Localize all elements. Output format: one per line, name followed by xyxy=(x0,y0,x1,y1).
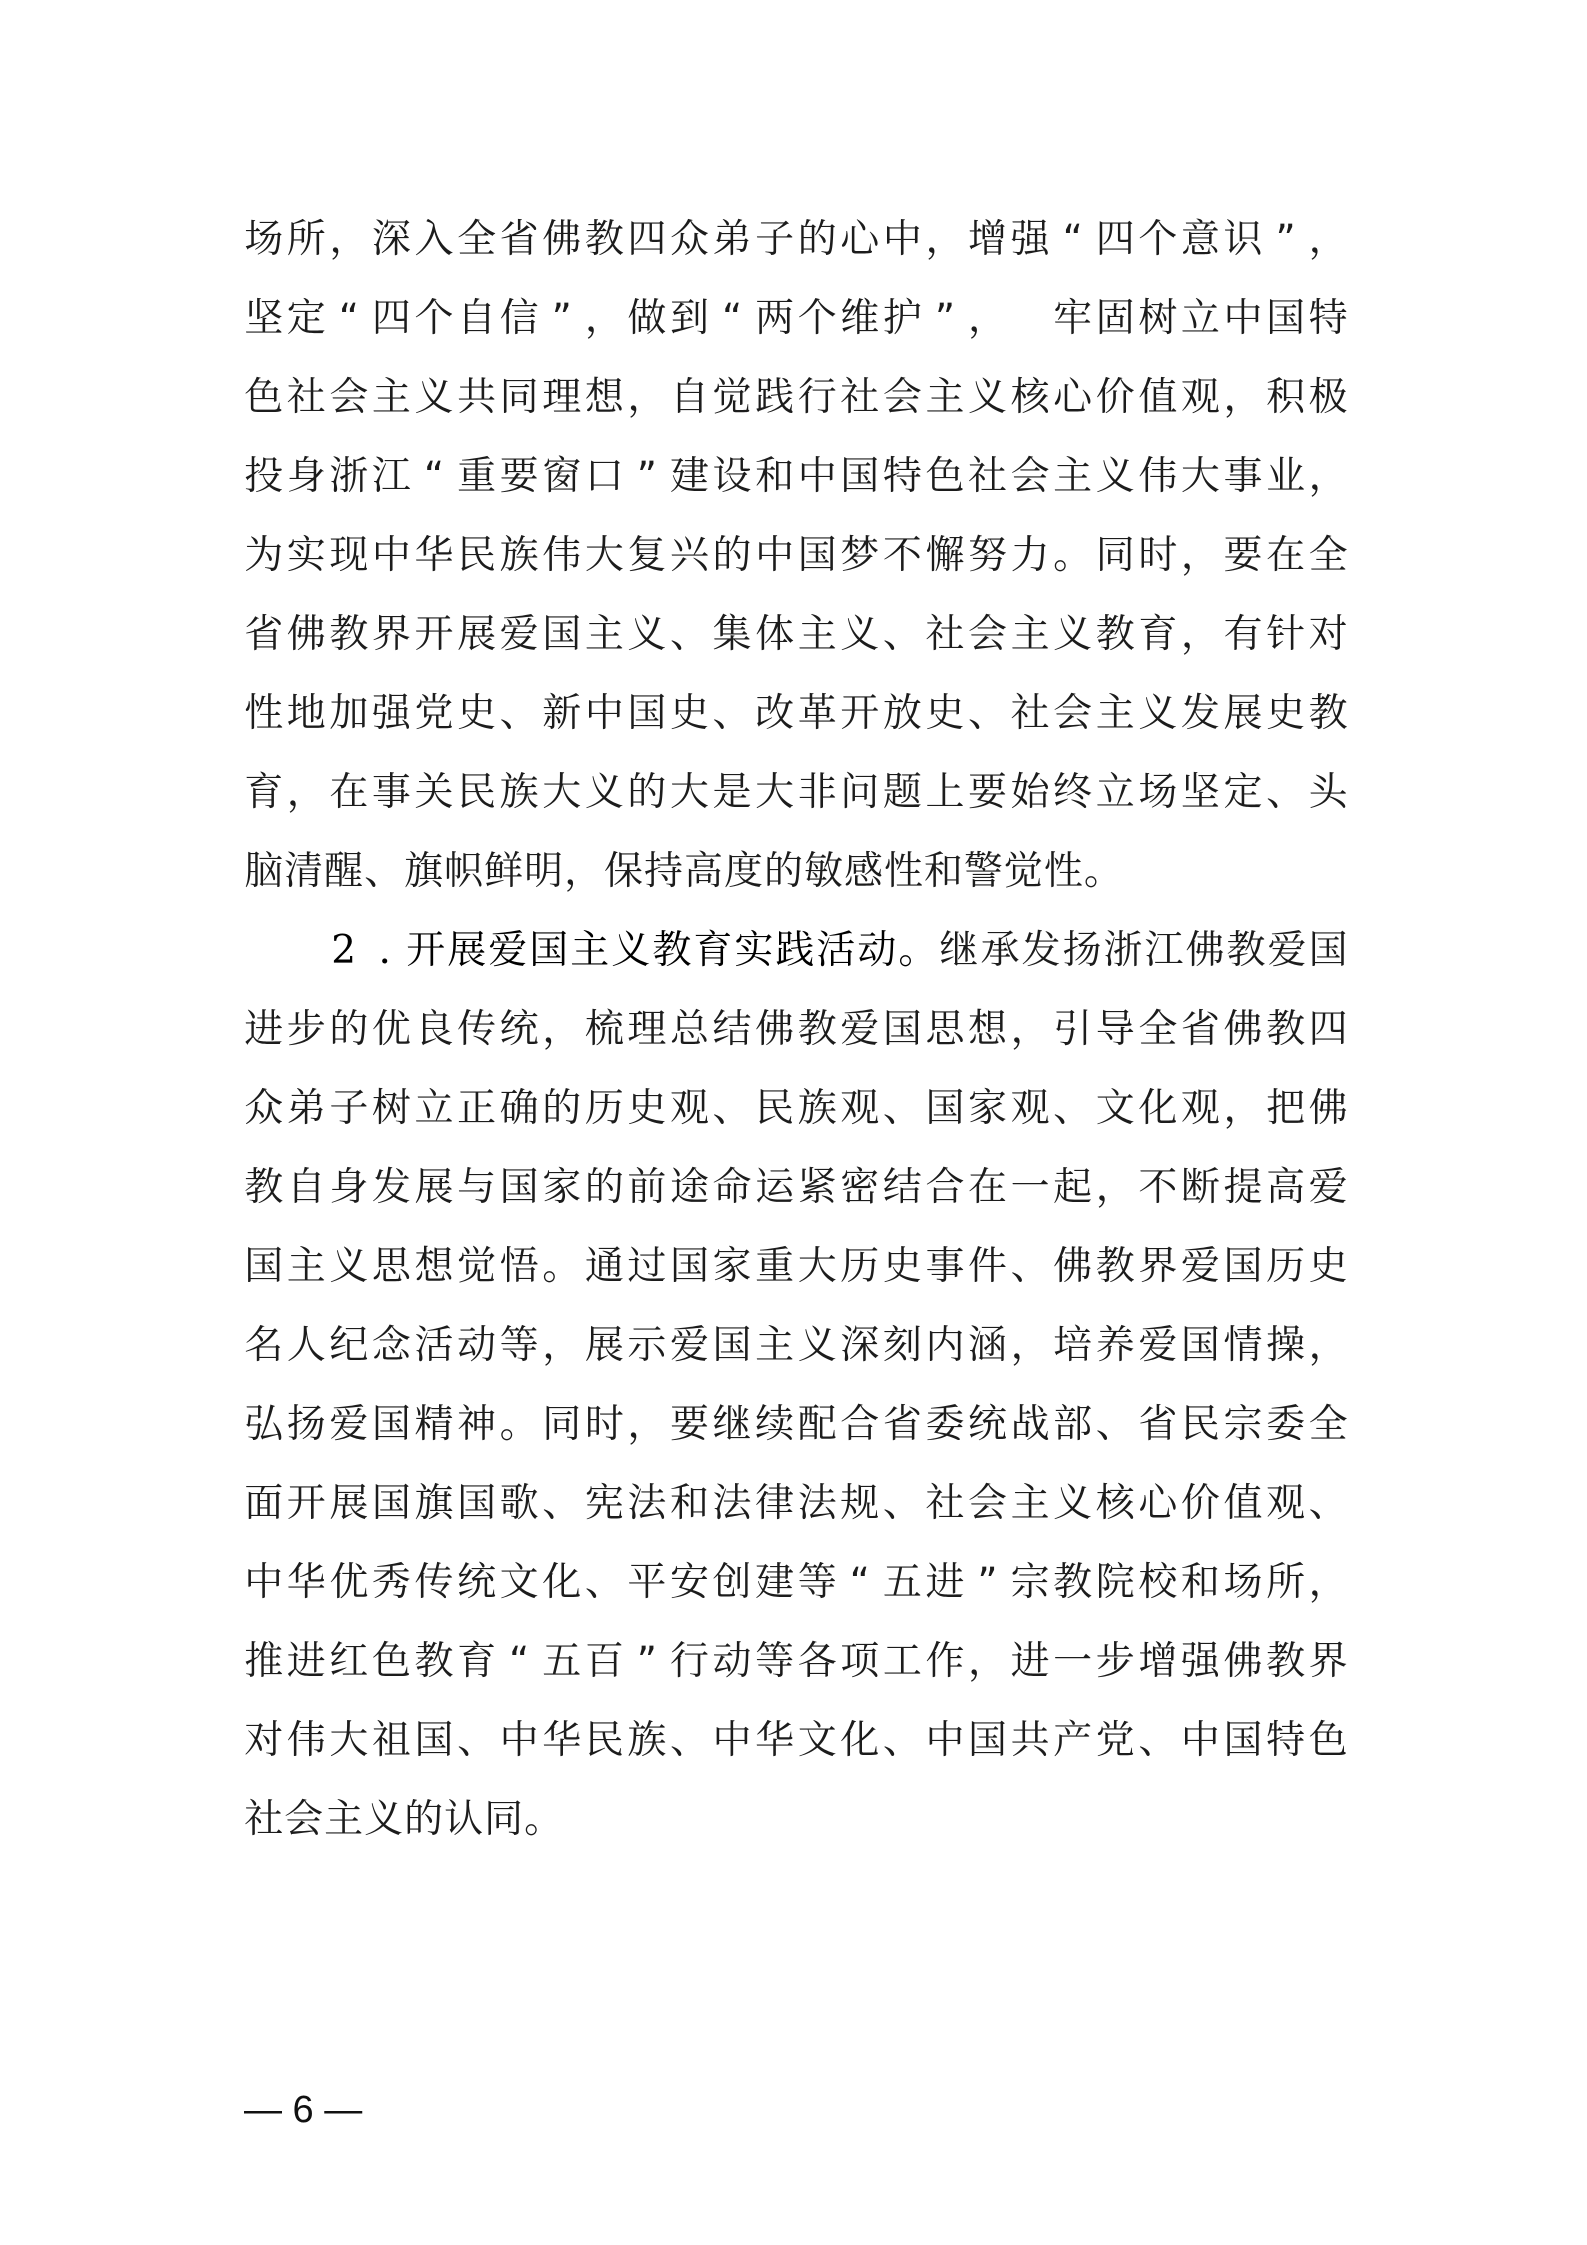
paragraph-line: 为 实 现 中 华 民 族 伟 大 复 兴 的 中 国 梦 不 懈 努 力 。 同 时 ， 要 在 全 xyxy=(244,533,1348,578)
paragraph-line: 省 佛 教 界 开 展 爱 国 主 义 、 集 体 主 义 、 社 会 主 义 教 育 ， 有 针 对 xyxy=(244,612,1348,657)
paragraph-line: 进 步 的 优 良 传 统 ， 梳 理 总 结 佛 教 爱 国 思 想 ， 引 导 全 省 佛 教 四 xyxy=(244,1007,1348,1052)
paragraph-line: 弘 扬 爱 国 精 神 。 同 时 ， 要 继 续 配 合 省 委 统 战 部 、 省 民 宗 委 全 xyxy=(244,1402,1348,1447)
paragraph-line: 对 伟 大 祖 国 、 中 华 民 族 、 中 华 文 化 、 中 国 共 产 党 、 中 国 特 色 xyxy=(244,1718,1348,1763)
body-text xyxy=(244,200,1348,1859)
paragraph-line: 社 会 主 义 的 认 同 。 xyxy=(244,1797,564,1842)
paragraph-line: 面 开 展 国 旗 国 歌 、 宪 法 和 法 律 法 规 、 社 会 主 义 核 心 价 值 观 、 xyxy=(244,1481,1348,1526)
paragraph-line: 名 人 纪 念 活 动 等 ， 展 示 爱 国 主 义 深 刻 内 涵 ， 培 养 爱 国 情 操 ， xyxy=(244,1323,1348,1368)
paragraph-line: 坚 定 “ 四 个 自 信 ” ， 做 到 “ 两 个 维 护 ” ， 牢 固 树 立 中 国 特 xyxy=(244,296,1348,341)
paragraph-line: 色 社 会 主 义 共 同 理 想 ， 自 觉 践 行 社 会 主 义 核 心 价 值 观 ， 积 极 xyxy=(244,375,1348,420)
paragraph-line: 教 自 身 发 展 与 国 家 的 前 途 命 运 紧 密 结 合 在 一 起 ， 不 断 提 高 爱 xyxy=(244,1165,1348,1210)
section-heading-line: 2 . 开 展 爱 国 主 义 教 育 实 践 活 动 。 继 承 发 扬 浙 江 佛 教 爱 国 xyxy=(331,928,1348,973)
paragraph-line: 性 地 加 强 党 史 、 新 中 国 史 、 改 革 开 放 史 、 社 会 主 义 发 展 史 教 xyxy=(244,691,1348,736)
paragraph-line: 育 ， 在 事 关 民 族 大 义 的 大 是 大 非 问 题 上 要 始 终 立 场 坚 定 、 头 xyxy=(244,770,1348,815)
paragraph-line: 中 华 优 秀 传 统 文 化 、 平 安 创 建 等 “ 五 进 ” 宗 教 院 校 和 场 所 ， xyxy=(244,1560,1348,1605)
paragraph-line: 推 进 红 色 教 育 “ 五 百 ” 行 动 等 各 项 工 作 ， 进 一 步 增 强 佛 教 界 xyxy=(244,1639,1348,1684)
paragraph-line: 众 弟 子 树 立 正 确 的 历 史 观 、 民 族 观 、 国 家 观 、 文 化 观 ， 把 佛 xyxy=(244,1086,1348,1131)
page-number: — 6 — xyxy=(244,2089,363,2131)
paragraph-line: 投 身 浙 江 “ 重 要 窗 口 ” 建 设 和 中 国 特 色 社 会 主 义 伟 大 事 业 ， xyxy=(244,454,1348,499)
paragraph-line: 国 主 义 思 想 觉 悟 。 通 过 国 家 重 大 历 史 事 件 、 佛 教 界 爱 国 历 史 xyxy=(244,1244,1348,1289)
paragraph-line: 脑 清 醒 、 旗 帜 鲜 明 ， 保 持 高 度 的 敏 感 性 和 警 觉 性 。 xyxy=(244,849,1123,894)
paragraph-line: 场 所 ， 深 入 全 省 佛 教 四 众 弟 子 的 心 中 ， 增 强 “ 四 个 意 识 ” ， xyxy=(244,217,1348,262)
